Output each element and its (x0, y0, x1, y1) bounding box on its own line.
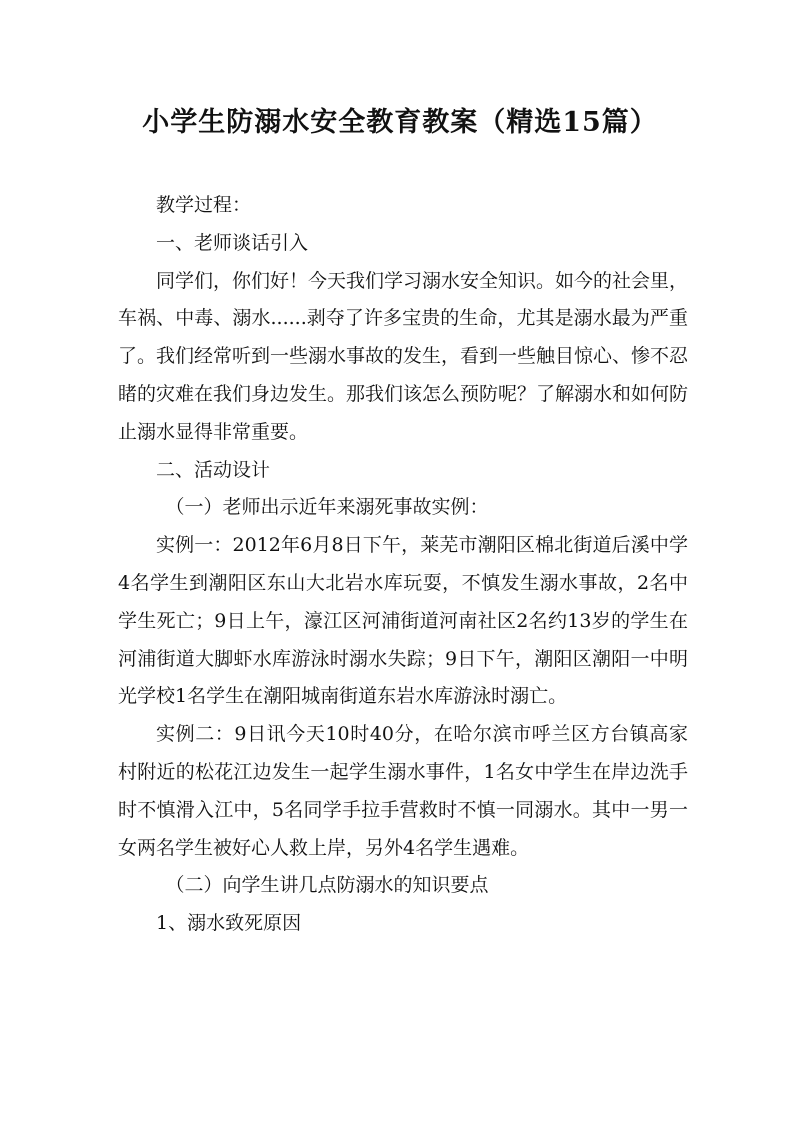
paragraph-subsection-2: （二）向学生讲几点防溺水的知识要点 (165, 874, 489, 897)
paragraph-intro: 同学们，你们好！今天我们学习溺水安全知识。如今的社会里，车祸、中毒、溺水......剥夺了许多宝贵的生命，尤其是溺水最为严重了。我们经常听到一些溺水事故的发生，看到一些触目惊心、惨不忍睹的灾难在我们身边发生。那我们该怎么预防呢？了解溺水和如何防止溺水显得非常重要。 (118, 269, 689, 443)
paragraph-example-2: 实例二：9日讯今天10时40分，在哈尔滨市呼兰区方台镇高家村附近的松花江边发生一起学生溺水事件，1名女中学生在岸边洗手时不慎滑入江中，5名同学手拉手营救时不慎一同溺水。其中一男一女两名学生被好心人救上岸，另外4名学生遇难。 (118, 723, 688, 859)
paragraph-example-1: 实例一：2012年6月8日下午，莱芜市潮阳区棉北街道后溪中学4名学生到潮阳区东山大北岩水库玩耍，不慎发生溺水事故，2名中学生死亡；9日上午，濠江区河浦街道河南社区2名约13岁的学生在河浦街道大脚虾水库游泳时溺水失踪；9日下午，潮阳区潮阳一中明光学校1名学生在潮阳城南街道东岩水库游泳时溺亡。 (118, 534, 688, 708)
paragraph-subsection-1: （一）老师出示近年来溺死事故实例： (165, 496, 489, 519)
paragraph-teaching-process: 教学过程： (156, 194, 252, 216)
paragraph-section-2: 二、活动设计 (156, 458, 271, 481)
document-body (118, 187, 688, 943)
paragraph-section-1: 一、老师谈话引入 (156, 231, 309, 254)
document-title: 小学生防溺水安全教育教案（精选15篇） (142, 107, 658, 138)
paragraph-point-1: 1、溺水致死原因 (156, 912, 302, 935)
